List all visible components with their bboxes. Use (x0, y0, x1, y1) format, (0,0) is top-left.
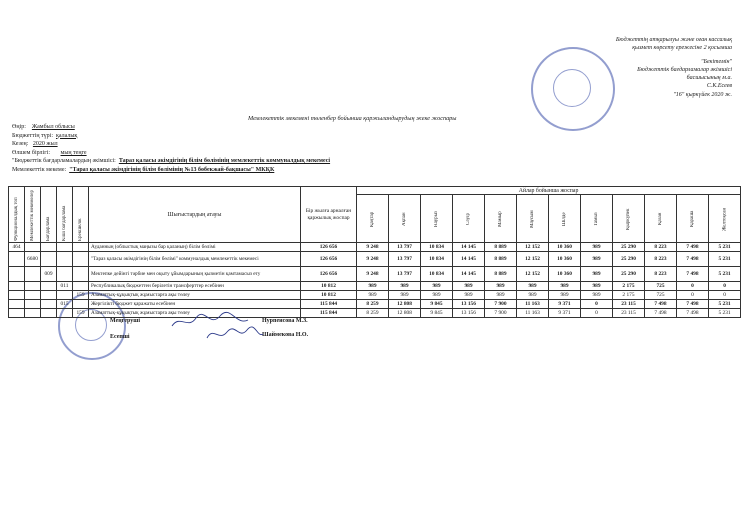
header-month: Мамыр (485, 195, 517, 243)
header-month: Шілде (549, 195, 581, 243)
code-cell (73, 282, 89, 291)
code-cell (9, 300, 25, 309)
header-month: Ақпан (389, 195, 421, 243)
month-value-cell: 8 259 (357, 300, 389, 309)
approval-block (512, 36, 732, 99)
code-cell (25, 267, 41, 282)
code-cell (41, 291, 57, 300)
table-row (9, 291, 741, 300)
header-annual-plan: Бір жылға арналған қаржылық жоспар (301, 187, 357, 243)
code-cell: 464 (9, 243, 25, 252)
month-value-cell: 12 152 (517, 267, 549, 282)
month-value-cell: 8 889 (485, 267, 517, 282)
header-month: Қазан (645, 195, 677, 243)
month-value-cell: 989 (357, 282, 389, 291)
month-value-cell: 5 231 (709, 243, 741, 252)
month-value-cell: 12 808 (389, 300, 421, 309)
signature-head-label: Меңгеруші (110, 318, 141, 324)
month-value-cell: 8 223 (645, 267, 677, 282)
code-cell (25, 282, 41, 291)
admin-value: Тараз қаласы әкімдігінің білім бөлімінің мемлекеттік коммуналдық мекемесі (118, 158, 331, 165)
month-value-cell: 23 115 (613, 300, 645, 309)
month-value-cell: 2 175 (613, 291, 645, 300)
month-value-cell: 5 231 (709, 267, 741, 282)
month-value-cell: 9 845 (421, 309, 453, 318)
header-month: Сәуір (453, 195, 485, 243)
header-functional-group: Функционалдық топ (9, 187, 25, 243)
month-value-cell: 989 (581, 267, 613, 282)
header-month: Қыркүйек (613, 195, 645, 243)
month-value-cell: 13 156 (453, 309, 485, 318)
header-monthly-plan: Айлар бойынша жоспар (357, 187, 741, 195)
month-value-cell: 989 (453, 282, 485, 291)
financing-plan-table (8, 186, 741, 318)
header-admin: Мемлекеттік мекемелер (25, 187, 41, 243)
table-row (9, 300, 741, 309)
month-value-cell: 5 231 (709, 252, 741, 267)
code-cell (73, 243, 89, 252)
annual-total-cell: 126 656 (301, 243, 357, 252)
month-value-cell: 7 498 (677, 300, 709, 309)
code-cell (41, 282, 57, 291)
unit-value: мың теңге (60, 149, 87, 156)
signature-head-name: Нурпеисова М.З. (262, 318, 308, 324)
header-month: Қараша (677, 195, 709, 243)
month-value-cell: 11 163 (517, 300, 549, 309)
month-value-cell: 11 163 (517, 309, 549, 318)
code-cell (25, 309, 41, 318)
code-cell (41, 252, 57, 267)
month-value-cell: 8 223 (645, 252, 677, 267)
month-value-cell: 10 834 (421, 243, 453, 252)
code-cell: 009 (41, 267, 57, 282)
code-cell (57, 291, 73, 300)
month-value-cell: 7 498 (677, 243, 709, 252)
unit-label: Өлшем бірлігі: (12, 149, 51, 156)
month-value-cell: 9 371 (549, 300, 581, 309)
month-value-cell: 989 (421, 282, 453, 291)
code-cell (57, 267, 73, 282)
month-value-cell: 7 498 (645, 309, 677, 318)
approval-line-1: Бюджеттің атқарылуы және оған кассалық (615, 37, 732, 43)
code-cell (41, 243, 57, 252)
month-value-cell: 8 259 (357, 309, 389, 318)
code-cell (9, 252, 25, 267)
annual-total-cell: 126 656 (301, 267, 357, 282)
month-value-cell: 7 900 (485, 309, 517, 318)
month-value-cell: 7 498 (677, 309, 709, 318)
header-month: Наурыз (421, 195, 453, 243)
approval-signer: С.К.Есеев (706, 83, 732, 90)
month-value-cell: 10 834 (421, 252, 453, 267)
month-value-cell: 12 152 (517, 243, 549, 252)
month-value-cell: 2 175 (613, 282, 645, 291)
code-cell (9, 267, 25, 282)
code-cell (9, 282, 25, 291)
expense-name-cell: Жергілікті бюджет қаражаты есебінен (89, 300, 301, 309)
month-value-cell: 25 290 (613, 252, 645, 267)
month-value-cell: 23 115 (613, 309, 645, 318)
header-month: Маусым (517, 195, 549, 243)
month-value-cell: 14 145 (453, 243, 485, 252)
month-value-cell: 989 (453, 291, 485, 300)
month-value-cell: 13 797 (389, 267, 421, 282)
month-value-cell: 12 152 (517, 252, 549, 267)
month-value-cell: 7 498 (677, 267, 709, 282)
signature-accountant-name: Шаймекова Н.О. (262, 332, 309, 338)
code-cell: 159 (73, 291, 89, 300)
meta-block (12, 123, 330, 175)
month-value-cell: 9 371 (549, 309, 581, 318)
month-value-cell: 989 (517, 282, 549, 291)
code-cell (41, 309, 57, 318)
month-value-cell: 8 889 (485, 252, 517, 267)
month-value-cell: 989 (549, 291, 581, 300)
month-value-cell: 9 248 (357, 252, 389, 267)
month-value-cell: 7 498 (677, 252, 709, 267)
expense-name-cell: "Тараз қаласы әкімдігінің білім бөлімі" коммуналдық мемлекеттік мекемесі (89, 252, 301, 267)
period-label: Кезең: (12, 141, 29, 148)
expense-name-cell: Ауданның (облыстық маңызы бар қаланың) білім бөлімі (89, 243, 301, 252)
month-value-cell: 989 (421, 291, 453, 300)
period-value: 2020 жыл (32, 141, 58, 148)
code-cell: 015 (57, 300, 73, 309)
annual-total-cell: 10 812 (301, 282, 357, 291)
institution-value: "Тараз қаласы әкімдігінің білім бөлімінің №13 бөбекжай-бақшасы" МКҚК (69, 166, 275, 173)
month-value-cell: 25 290 (613, 267, 645, 282)
institution-label: Мемлекеттік мекеме: (12, 166, 67, 173)
header-specific: Ерекшелік (73, 187, 89, 243)
header-month: Тамыз (581, 195, 613, 243)
approval-line-4: Бюджеттік бағдарламалар әкімшісі (637, 67, 732, 74)
month-value-cell: 13 156 (453, 300, 485, 309)
table-row (9, 267, 741, 282)
month-value-cell: 989 (517, 291, 549, 300)
annual-total-cell: 126 656 (301, 252, 357, 267)
code-cell (9, 291, 25, 300)
header-month: Қаңтар (357, 195, 389, 243)
code-cell (73, 267, 89, 282)
month-value-cell: 10 360 (549, 252, 581, 267)
month-value-cell: 9 248 (357, 243, 389, 252)
admin-label: "Бюджеттік бағдарламалардың әкімшісі: (12, 158, 116, 165)
month-value-cell: 14 145 (453, 267, 485, 282)
header-subprogram: Кіші бағдарлама (57, 187, 73, 243)
month-value-cell: 0 (581, 309, 613, 318)
region-value: Жамбыл облысы (31, 124, 75, 130)
annual-total-cell: 115 844 (301, 309, 357, 318)
handwritten-signature-accountant (205, 324, 265, 344)
region-label: Өңір: (12, 124, 26, 130)
month-value-cell: 725 (645, 282, 677, 291)
month-value-cell: 725 (645, 291, 677, 300)
month-value-cell: 989 (389, 291, 421, 300)
month-value-cell: 25 290 (613, 243, 645, 252)
month-value-cell: 0 (677, 282, 709, 291)
expense-name-cell: Мектепке дейінгі тәрбие мен оқыту ұйымдарының қызметін қамтамасыз ету (89, 267, 301, 282)
month-value-cell: 13 797 (389, 252, 421, 267)
month-value-cell: 9 248 (357, 267, 389, 282)
code-cell: 159 (73, 309, 89, 318)
table-row (9, 282, 741, 291)
month-value-cell: 0 (677, 291, 709, 300)
month-value-cell: 10 360 (549, 243, 581, 252)
expense-name-cell: Азаматтық-құқықтық жұмыстарға ақы төлеу (89, 309, 301, 318)
signature-accountant-label: Есепші (110, 334, 130, 340)
month-value-cell: 12 808 (389, 309, 421, 318)
month-value-cell: 14 145 (453, 252, 485, 267)
month-value-cell: 0 (709, 282, 741, 291)
month-value-cell: 989 (581, 291, 613, 300)
code-cell (73, 252, 89, 267)
code-cell (25, 300, 41, 309)
month-value-cell: 989 (581, 243, 613, 252)
month-value-cell: 7 900 (485, 300, 517, 309)
table-row (9, 243, 741, 252)
code-cell (73, 300, 89, 309)
month-value-cell: 10 834 (421, 267, 453, 282)
month-value-cell: 989 (549, 282, 581, 291)
code-cell (57, 252, 73, 267)
month-value-cell: 5 231 (709, 300, 741, 309)
header-program: Бағдарлама (41, 187, 57, 243)
month-value-cell: 0 (709, 291, 741, 300)
table-row (9, 252, 741, 267)
month-value-cell: 989 (357, 291, 389, 300)
code-cell (9, 309, 25, 318)
annual-total-cell: 10 812 (301, 291, 357, 300)
expense-name-cell: Азаматтық-құқықтық жұмыстарға ақы төлеу (89, 291, 301, 300)
month-value-cell: 9 845 (421, 300, 453, 309)
month-value-cell: 989 (485, 282, 517, 291)
code-cell (57, 243, 73, 252)
month-value-cell: 989 (485, 291, 517, 300)
expense-name-cell: Республикалық бюджеттен берілетін трансферттер есебінен (89, 282, 301, 291)
month-value-cell: 10 360 (549, 267, 581, 282)
month-value-cell: 13 797 (389, 243, 421, 252)
approval-date: "16" қыркүйек 2020 ж. (673, 91, 732, 98)
code-cell (57, 309, 73, 318)
table-row (9, 309, 741, 318)
code-cell (25, 291, 41, 300)
month-value-cell: 989 (581, 252, 613, 267)
month-value-cell: 989 (389, 282, 421, 291)
month-value-cell: 0 (581, 300, 613, 309)
document-title: Мемлекеттік мекемені төленбер бойынша қаржыландырудың жеке жоспары (248, 115, 457, 122)
budget-type-label: Бюджеттің түрі: (12, 132, 53, 139)
code-cell (25, 243, 41, 252)
approval-line-2: қызмет көрсету ережесіне 2 қосымша (632, 45, 732, 52)
month-value-cell: 8 889 (485, 243, 517, 252)
code-cell: 011 (57, 282, 73, 291)
month-value-cell: 8 223 (645, 243, 677, 252)
approval-line-5: басшысының м.а. (686, 75, 732, 82)
header-month: Желтоқсан (709, 195, 741, 243)
month-value-cell: 989 (581, 282, 613, 291)
month-value-cell: 5 231 (709, 309, 741, 318)
month-value-cell: 7 498 (645, 300, 677, 309)
annual-total-cell: 115 844 (301, 300, 357, 309)
code-cell (41, 300, 57, 309)
budget-type-value: қалалық (55, 132, 78, 139)
header-expense-name: Шығыстардың атауы (89, 187, 301, 243)
approved-word: "Бекітемін" (700, 59, 732, 66)
code-cell: 6680 (25, 252, 41, 267)
